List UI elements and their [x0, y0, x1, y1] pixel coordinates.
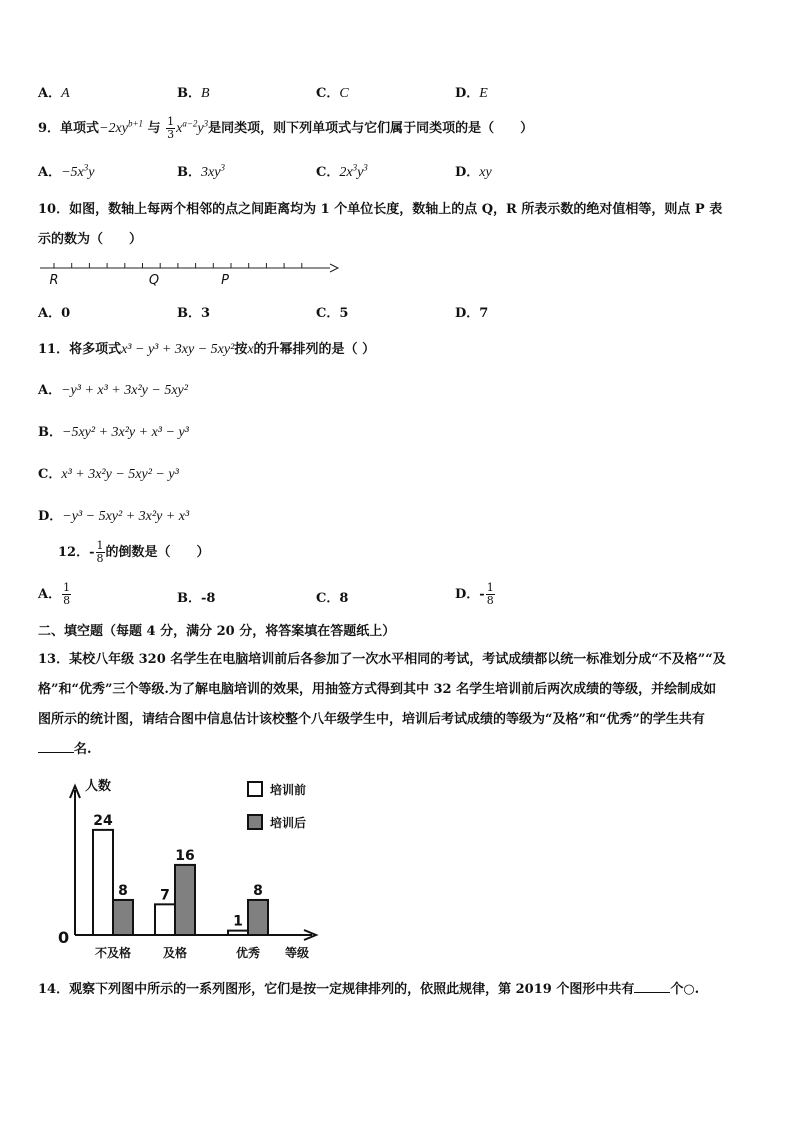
data-label: 16: [175, 847, 195, 864]
q8-option-b: B．B: [177, 86, 210, 101]
q11-stem: 11．将多项式x³ − y³ + 3xy − 5xy²按x的升幂排列的是（ ）: [38, 342, 376, 357]
q9-fraction: $\frac{1}{3}$: [167, 115, 175, 141]
q9-option-c: C．$2x^3y^3$: [316, 162, 368, 180]
bar: [155, 904, 175, 935]
data-label: 7: [160, 887, 170, 904]
y-axis-label: 人数: [85, 779, 112, 794]
x-axis-label: 等级: [285, 946, 310, 960]
data-label: 8: [253, 882, 263, 899]
axis-label-r: R: [49, 273, 59, 288]
q10-option-d: D．7: [455, 306, 489, 321]
q11-option-c: C．x³ + 3x²y − 5xy² − y³: [38, 467, 179, 482]
q9-option-a: A．$-5x^3y$: [38, 162, 95, 180]
category-label: 不及格: [94, 946, 132, 960]
axis-arrow-icon: [330, 264, 338, 272]
q9-stem: 9．单项式$-2xy^{b+1}$ 与 $\frac{1}{3}$ $x^{a-2}y^3$是同类项，则下列单项式与它们属于同类项的是（ ）: [38, 115, 534, 141]
q10-option-c: C．5: [316, 306, 349, 321]
q9-option-b: B．$3xy^3$: [177, 162, 225, 180]
q12-option-b: B．-8: [177, 591, 216, 606]
legend-swatch: [248, 782, 262, 796]
q12-stem: 12．- $\frac{1}{8}$ 的倒数是（ ）: [58, 539, 210, 565]
bar-chart: [50, 770, 350, 965]
q13-stem-line2: 格”和“优秀”三个等级.为了解电脑培训的效果，用抽签方式得到其中 32 名学生培训前后两次成绩的等级，并绘制成如: [38, 682, 717, 697]
q13-stem-line3: 图所示的统计图，请结合图中信息估计该校整个八年级学生中，培训后考试成绩的等级为“及格”和“优秀”的学生共有: [38, 712, 705, 727]
bar: [248, 900, 268, 935]
axis-label-q: Q: [148, 273, 160, 288]
q10-option-b: B．3: [177, 306, 211, 321]
q10-stem-line2: 示的数为（ ）: [38, 232, 143, 247]
answer-blank: [634, 980, 670, 993]
q13-stem-line4: 名.: [38, 738, 92, 757]
legend-swatch: [248, 815, 262, 829]
q11-option-b: B．−5xy² + 3x²y + x³ − y³: [38, 425, 189, 440]
data-label: 24: [93, 812, 113, 829]
legend-label: 培训后: [270, 816, 307, 830]
q12-fraction: $\frac{1}{8}$: [96, 539, 104, 565]
section-heading: 二、填空题（每题 4 分，满分 20 分，将答案填在答题纸上）: [38, 624, 396, 639]
origin-label: 0: [58, 928, 70, 947]
q11-option-d: D．−y³ − 5xy² + 3x²y + x³: [38, 509, 190, 524]
bar: [228, 931, 248, 935]
axis-ticks: [54, 263, 302, 268]
q8-option-d: D．E: [455, 86, 488, 101]
q10-stem-line1: 10．如图，数轴上每两个相邻的点之间距离均为 1 个单位长度，数轴上的点 Q，R 所表示数的绝对值相等，则点 P 表: [38, 202, 723, 217]
answer-blank: [38, 740, 74, 753]
data-label: 1: [233, 913, 243, 930]
q13-stem-line1: 13．某校八年级 320 名学生在电脑培训前后各参加了一次水平相同的考试，考试成绩都以统一标准划分成“不及格”“及: [38, 652, 726, 667]
q8-option-a: A．A: [38, 86, 70, 101]
bar: [113, 900, 133, 935]
bar: [175, 865, 195, 935]
q12-option-d: D．- $\frac{1}{8}$: [455, 581, 494, 607]
category-label: 及格: [162, 946, 188, 960]
axis-label-p: P: [221, 273, 229, 288]
bar: [93, 830, 113, 935]
q12-option-c: C．8: [316, 591, 349, 606]
legend-label: 培训前: [270, 783, 307, 797]
category-label: 优秀: [235, 946, 261, 960]
q10-option-a: A．0: [38, 306, 71, 321]
q8-option-c: C．C: [316, 86, 349, 101]
number-line: [36, 258, 346, 292]
q9-option-d: D．xy: [455, 165, 492, 180]
q12-option-a: A． $\frac{1}{8}$: [38, 581, 71, 607]
q14-stem: 14．观察下列图中所示的一系列图形，它们是按一定规律排列的，依照此规律，第 2019 个图形中共有 个○.: [38, 982, 700, 997]
q11-option-a: A．−y³ + x³ + 3x²y − 5xy²: [38, 383, 188, 398]
data-label: 8: [118, 882, 128, 899]
